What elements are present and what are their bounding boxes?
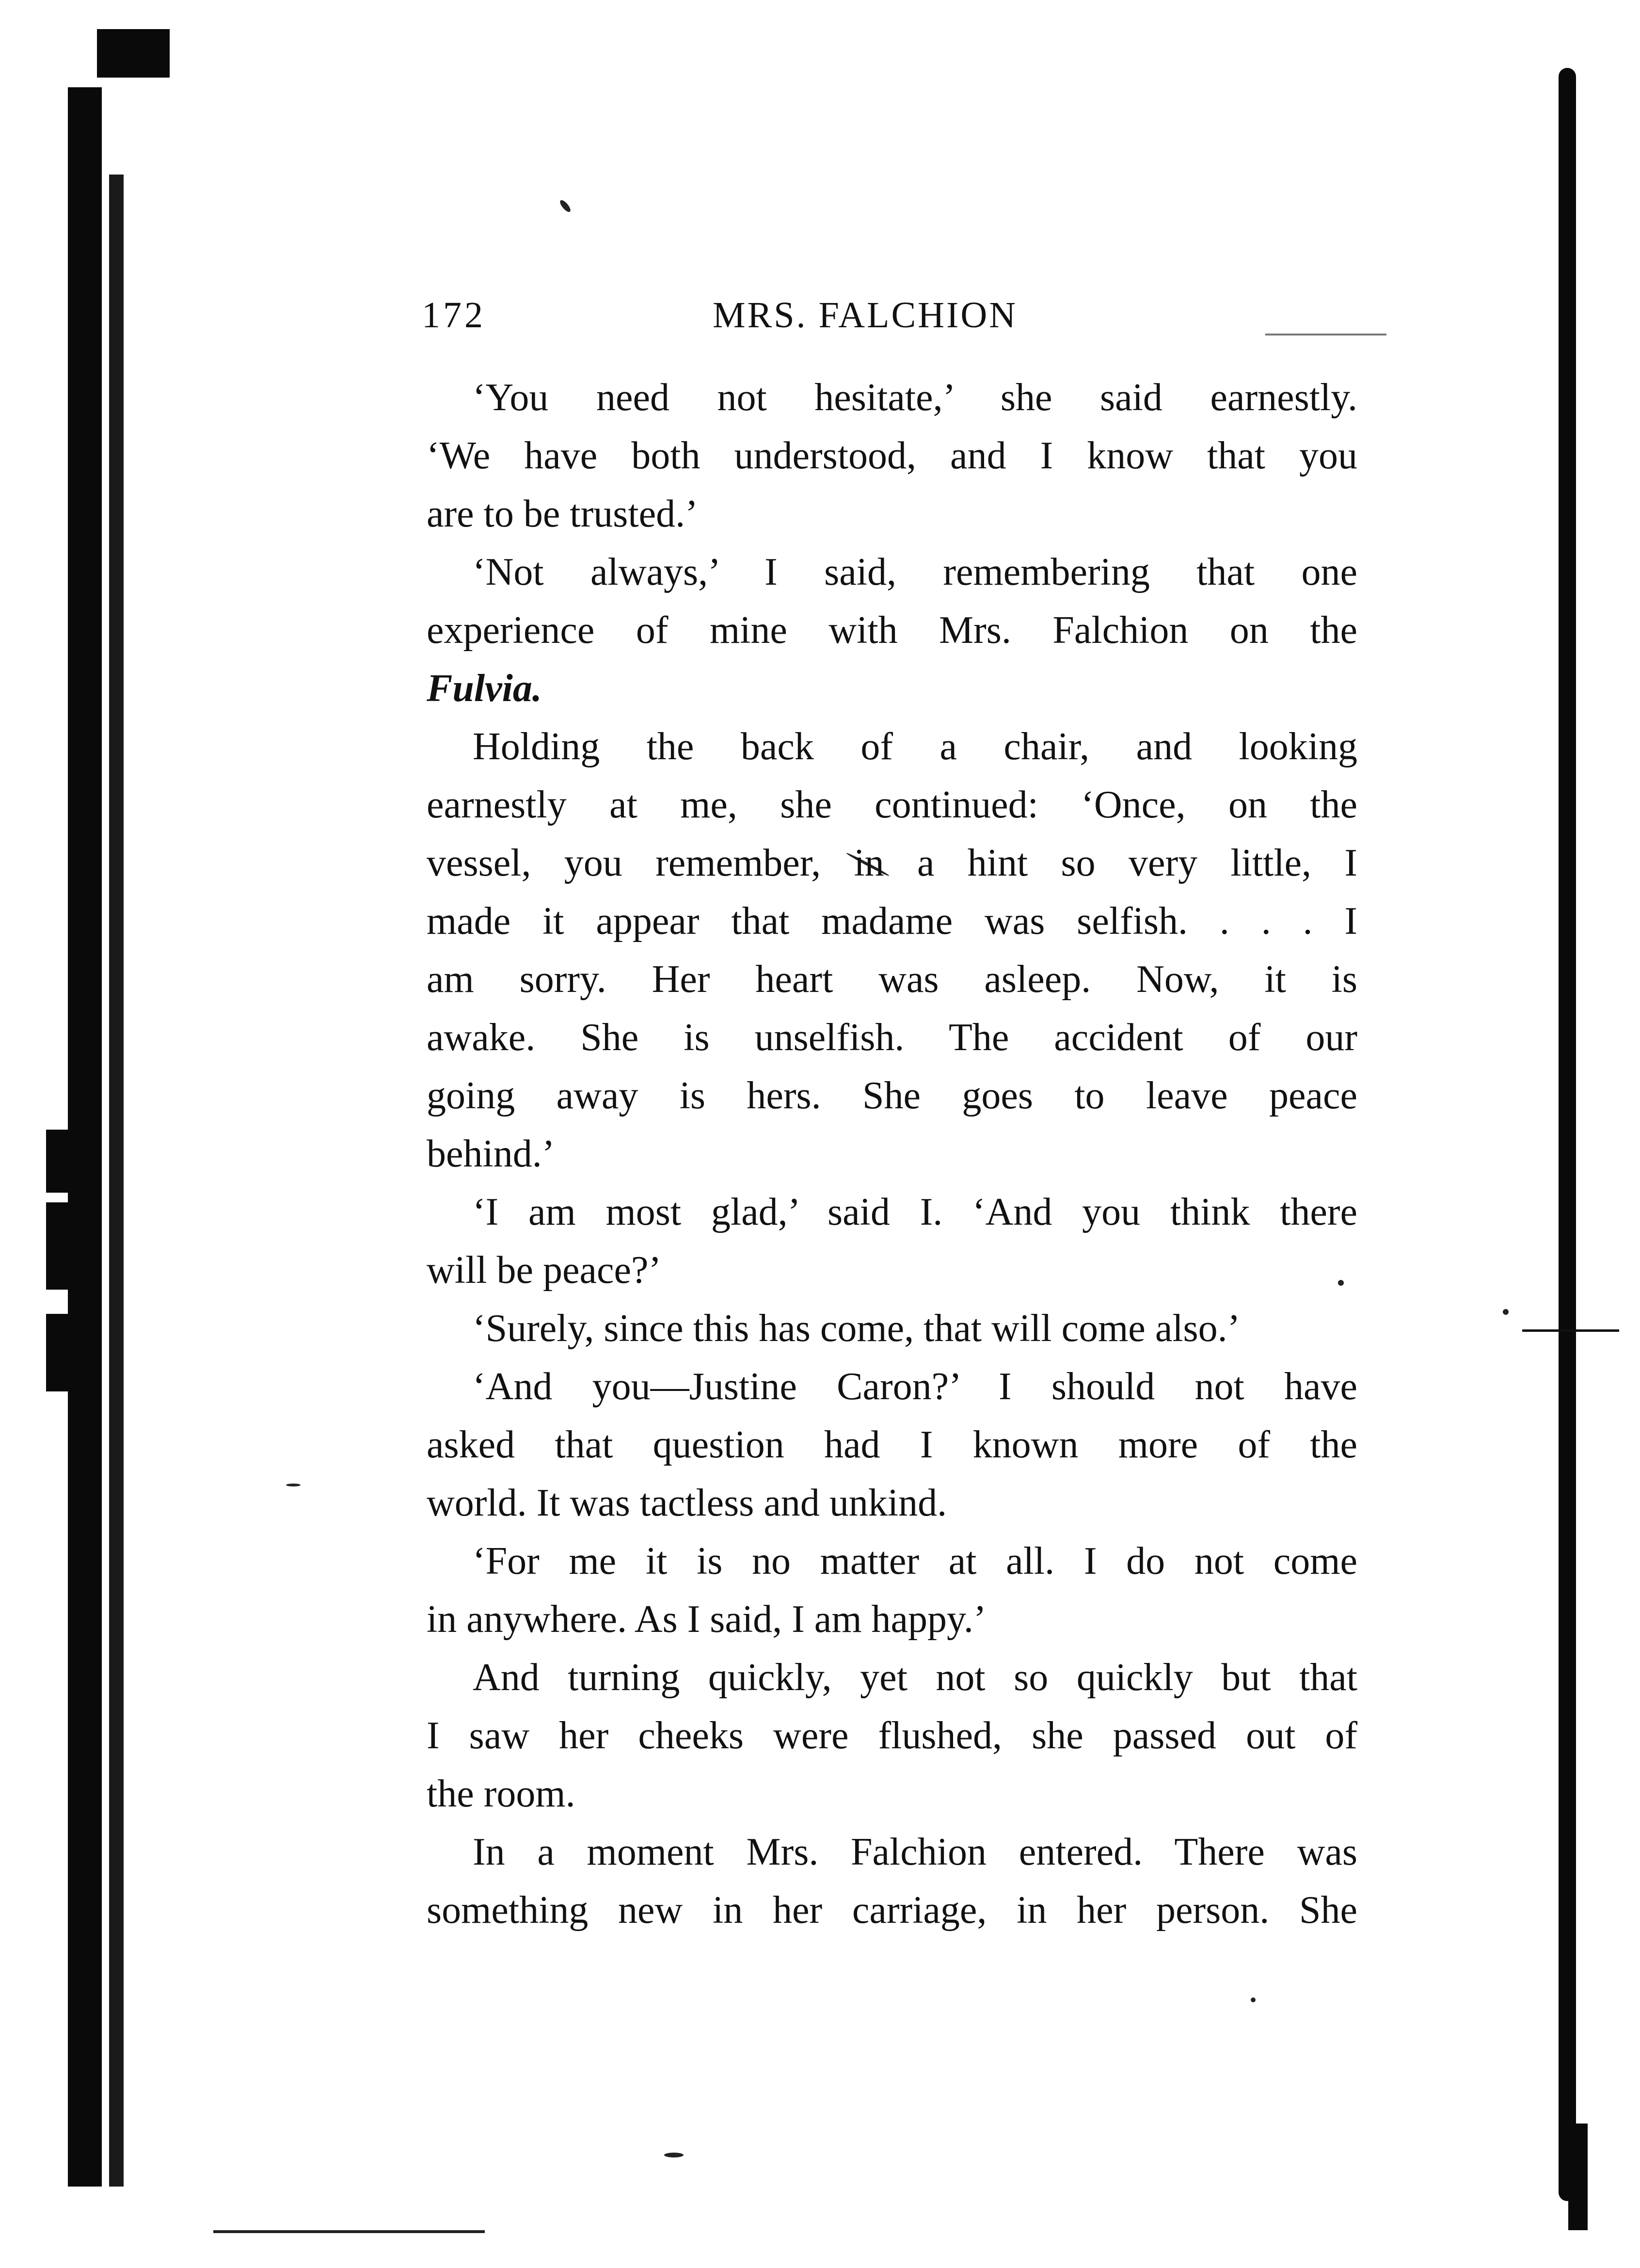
text-line: something new in her carriage, in her person. She [427,1889,1357,1932]
scan-speck [1503,1309,1509,1315]
text-line: ‘Surely, since this has come, that will come also.’ [473,1307,1241,1350]
scan-speck [558,199,572,214]
text-line: ‘I am most glad,’ said I. ‘And you think there [473,1191,1357,1233]
text-line: Holding the back of a chair, and looking [473,725,1357,768]
scan-edge-left-inner [109,175,124,2187]
text-line: experience of mine with Mrs. Falchion on the [427,609,1357,652]
text-line: world. It was tactless and unkind. [427,1482,947,1524]
text-line: are to be trusted.’ [427,493,698,535]
text-line: going away is hers. She goes to leave peace [427,1074,1357,1117]
text-line: made it appear that madame was selfish. . . . I [427,900,1357,942]
page-number: 172 [422,295,486,335]
text-line: am sorry. Her heart was asleep. Now, it is [427,958,1357,1001]
text-line: ‘You need not hesitate,’ she said earnestly. [473,376,1357,419]
scan-edge-right-bottom [1568,2124,1588,2230]
text-line: in anywhere. As I said, I am happy.’ [427,1598,987,1641]
text-line: ‘And you—Justine Caron?’ I should not have [473,1365,1357,1408]
scan-mark [46,1130,75,1193]
text-line: In a moment Mrs. Falchion entered. There was [473,1831,1357,1873]
book-title: MRS. FALCHION [713,295,1018,335]
scan-speck [1251,1997,1256,2002]
scan-mark [78,543,92,572]
text-line: behind.’ [427,1133,555,1175]
text-line: And turning quickly, yet not so quickly but that [473,1656,1357,1699]
scan-speck [664,2153,684,2157]
scan-speck [286,1484,301,1486]
scan-stray-line [1522,1329,1619,1332]
running-head [422,291,1382,339]
text-line: ‘For me it is no matter at all. I do not come [473,1540,1357,1582]
text-line: Fulvia. [427,667,542,710]
text-line: ‘We have both understood, and I know that you [427,434,1357,477]
scan-mark [46,1202,75,1290]
scan-mark [46,1314,75,1391]
text-line: the room. [427,1773,575,1815]
text-line: asked that question had I known more of the [427,1423,1357,1466]
scan-edge-right [1559,68,1576,2201]
text-line: ‘Not always,’ I said, remembering that one [473,551,1357,593]
text-line: vessel, you remember, in a hint so very little, I [427,842,1357,884]
scan-bottom-mark [213,2230,485,2233]
text-line: will be peace?’ [427,1249,662,1292]
body-text [427,368,1357,1939]
scan-mark [78,427,92,470]
text-line: awake. She is unselfish. The accident of our [427,1016,1357,1059]
text-line: earnestly at me, she continued: ‘Once, on the [427,783,1357,826]
scan-edge-left-top [97,29,170,78]
text-line: I saw her cheeks were flushed, she passed out of [427,1714,1357,1757]
